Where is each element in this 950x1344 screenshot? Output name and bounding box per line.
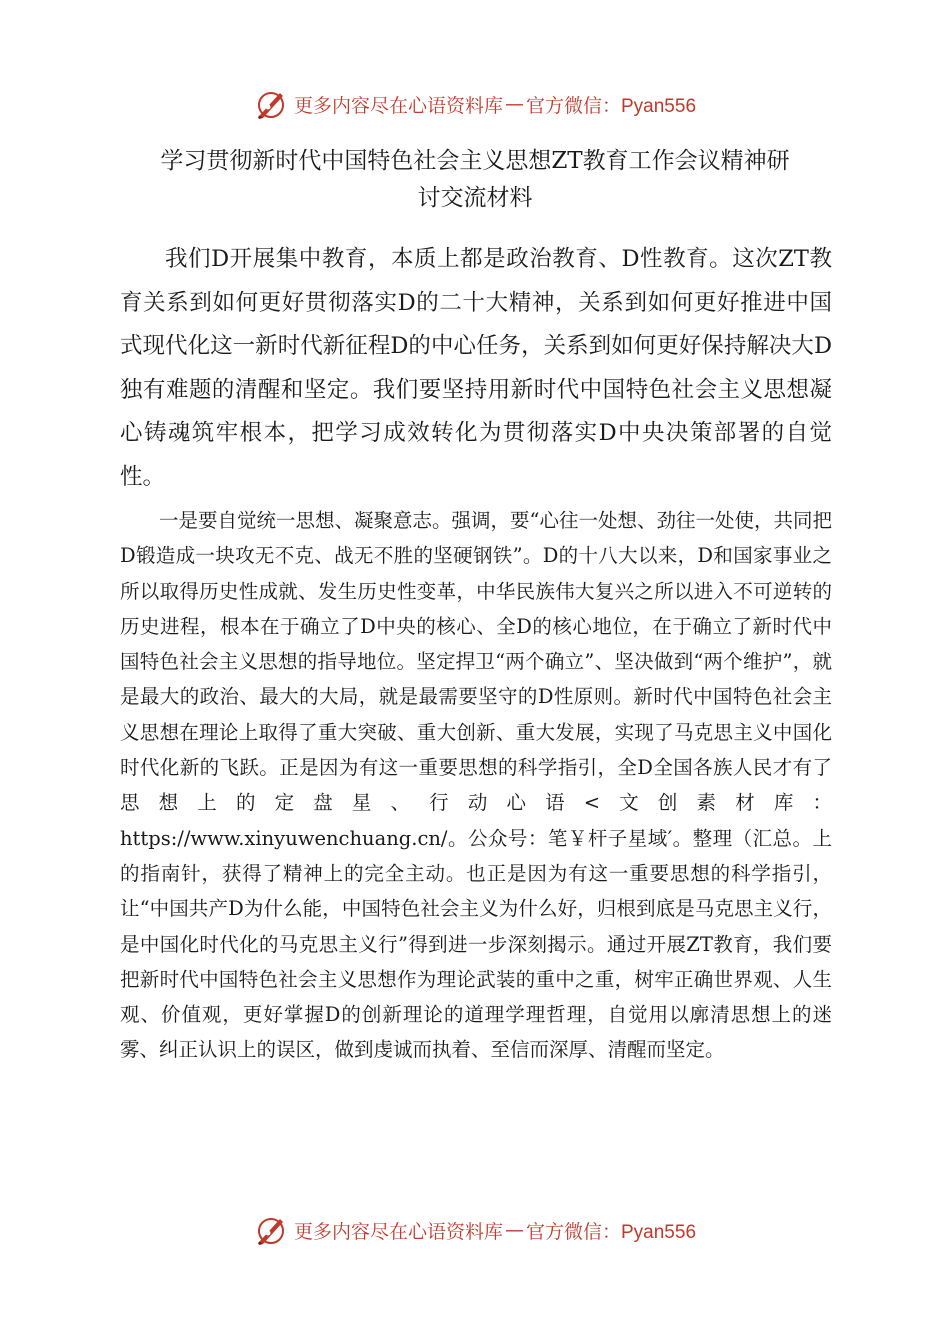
document-title (120, 143, 830, 217)
body-paragraph: 一是要自觉统一思想、凝聚意志。强调，要“心往一处想、劲往一处使，共同把D锻造成一块攻无不克、战无不胜的坚硬钢铁”。D的十八大以来，D和国家事业之所以取得历史性成就、发生历史性变革，中华民族伟大复兴之所以进入不可逆转的历史进程，根本在于确立了D中央的核心、全D的核心地位，在于确立了新时代中国特色社会主义思想的指导地位。坚定捍卫“两个确立”、坚决做到“两个维护”，就是最大的政治、最大的大局，就是最需要坚守的D性原则。新时代中国特色社会主义思想在理论上取得了重大突破、重大创新、重大发展，实现了马克思主义中国化时代化新的飞跃。正是因为有这一重要思想的科学指引，全D全国各族人民才有了思想上的定盘星、行动心语<文创素材库：https://www.xinyuwenchuang.cn/。公众号：笔￥杆子星域′。整理（汇总。上的指南针，获得了精神上的完全主动。也正是因为有这一重要思想的科学指引，让“中国共产D为什么能，中国特色社会主义为什么好，归根到底是马克思主义行，是中国化时代化的马克思主义行”得到进一步深刻揭示。通过开展ZT教育，我们要把新时代中国特色社会主义思想作为理论武装的重中之重，树牢正确世界观、人生观、价值观，更好掌握D的创新理论的道理学理哲理，自觉用以廓清思想上的迷雾、纠正认识上的误区，做到虔诚而执着、至信而深厚、清醒而坚定。 (120, 509, 832, 1062)
watermark-banner-top (0, 84, 950, 124)
watermark-wechat: 官方微信：Pyan556 (526, 95, 697, 117)
pen-logo-icon (254, 87, 288, 121)
title-line-2: 讨交流材料 (417, 185, 533, 211)
watermark-separator: — (505, 93, 524, 115)
watermark-banner-bottom (0, 1210, 950, 1250)
watermark-text: 更多内容尽在心语资料库 (293, 94, 503, 117)
pen-logo-icon (254, 1213, 288, 1247)
watermark-text: 更多内容尽在心语资料库 (293, 1220, 503, 1243)
watermark-separator: — (505, 1219, 524, 1241)
title-line-1: 学习贯彻新时代中国特色社会主义思想ZT教育工作会议精神研 (160, 148, 790, 174)
intro-paragraph: 我们D开展集中教育，本质上都是政治教育、D性教育。这次ZT教育关系到如何更好贯彻落实D的二十大精神，关系到如何更好推进中国式现代化这一新时代新征程D的中心任务，关系到如何更好保持解决大D独有难题的清醒和坚定。我们要坚持用新时代中国特色社会主义思想凝心铸魂筑牢根本，把学习成效转化为贯彻落实D中央决策部署的自觉性。 (120, 246, 832, 490)
watermark-wechat: 官方微信：Pyan556 (526, 1221, 697, 1243)
